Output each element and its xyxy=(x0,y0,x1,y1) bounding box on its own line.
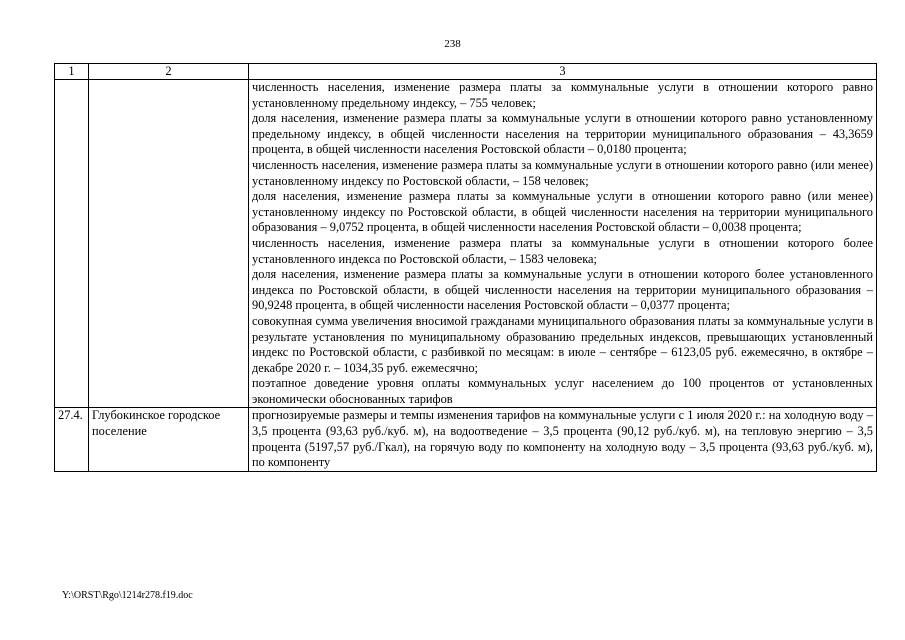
header-col-3: 3 xyxy=(249,64,877,80)
file-path-footer: Y:\ORST\Rgo\1214r278.f19.doc xyxy=(62,590,193,601)
paragraph: численность населения, изменение размера платы за коммунальные услуги в отношении которого более установленного индекса по Ростовской области, – 1583 человека; xyxy=(252,235,873,266)
page-number: 238 xyxy=(444,38,461,50)
table-row xyxy=(55,408,877,471)
table-header-row xyxy=(55,64,877,80)
paragraph: численность населения, изменение размера платы за коммунальные услуги в отношении которого равно установленному предельному индексу, – 755 человек; xyxy=(252,80,873,110)
header-col-2: 2 xyxy=(89,64,249,80)
document-table xyxy=(54,63,877,472)
row-number-cell: 27.4. xyxy=(55,408,89,471)
paragraph: доля населения, изменение размера платы за коммунальные услуги в отношении которого равно (или менее) установленному индексу по Ростовской области, в общей численности населения на территории муниципального образования – 9,0752 процента, в общей численности населения Ростовской области – 0,0038 процента; xyxy=(252,189,873,235)
paragraph: доля населения, изменение размера платы за коммунальные услуги в отношении которого равно установленному предельному индексу, в общей численности населения на территории муниципального образования – 43,3659 процента, в общей численности населения Ростовской области – 0,0180 процента; xyxy=(252,111,873,157)
description-cell xyxy=(249,408,877,471)
description-cell xyxy=(249,80,877,408)
header-col-1: 1 xyxy=(55,64,89,80)
municipality-name-cell xyxy=(89,80,249,408)
table-row xyxy=(55,80,877,408)
paragraph: поэтапное доведение уровня оплаты коммунальных услуг населением до 100 процентов от установленных экономически обоснованных тарифов xyxy=(252,376,873,406)
paragraph: прогнозируемые размеры и темпы изменения тарифов на коммунальные услуги с 1 июля 2020 г.: на холодную воду – 3,5 процента (93,63 руб./куб. м), на водоотведение – 3,5 процента (90,12 руб./куб. м), на тепловую энергию – 3,5 процента (5197,57 руб./Гкал), на горячую воду по компоненту на холодную воду – 3,5 процента (93,63 руб./куб. м), по компоненту xyxy=(252,408,873,470)
municipality-name-cell: Глубокинское городское поселение xyxy=(89,408,249,471)
paragraph: доля населения, изменение размера платы за коммунальные услуги в отношении которого более установленного индекса по Ростовской области, в общей численности населения на территории муниципального образования – 90,9248 процента, в общей численности населения Ростовской области – 0,0377 процента; xyxy=(252,267,873,313)
row-number-cell xyxy=(55,80,89,408)
paragraph: численность населения, изменение размера платы за коммунальные услуги в отношении которого равно (или менее) установленному индексу по Ростовской области, – 158 человек; xyxy=(252,157,873,188)
paragraph: совокупная сумма увеличения вносимой гражданами муниципального образования платы за коммунальные услуги в результате установления по муниципальному образованию предельных индексов, превышающих установленный индекс по Ростовской области, с разбивкой по месяцам: в июле – сентябре – 6123,05 руб. ежемесячно, в октябре – декабре 2020 г. – 1034,35 руб. ежемесячно; xyxy=(252,313,873,375)
